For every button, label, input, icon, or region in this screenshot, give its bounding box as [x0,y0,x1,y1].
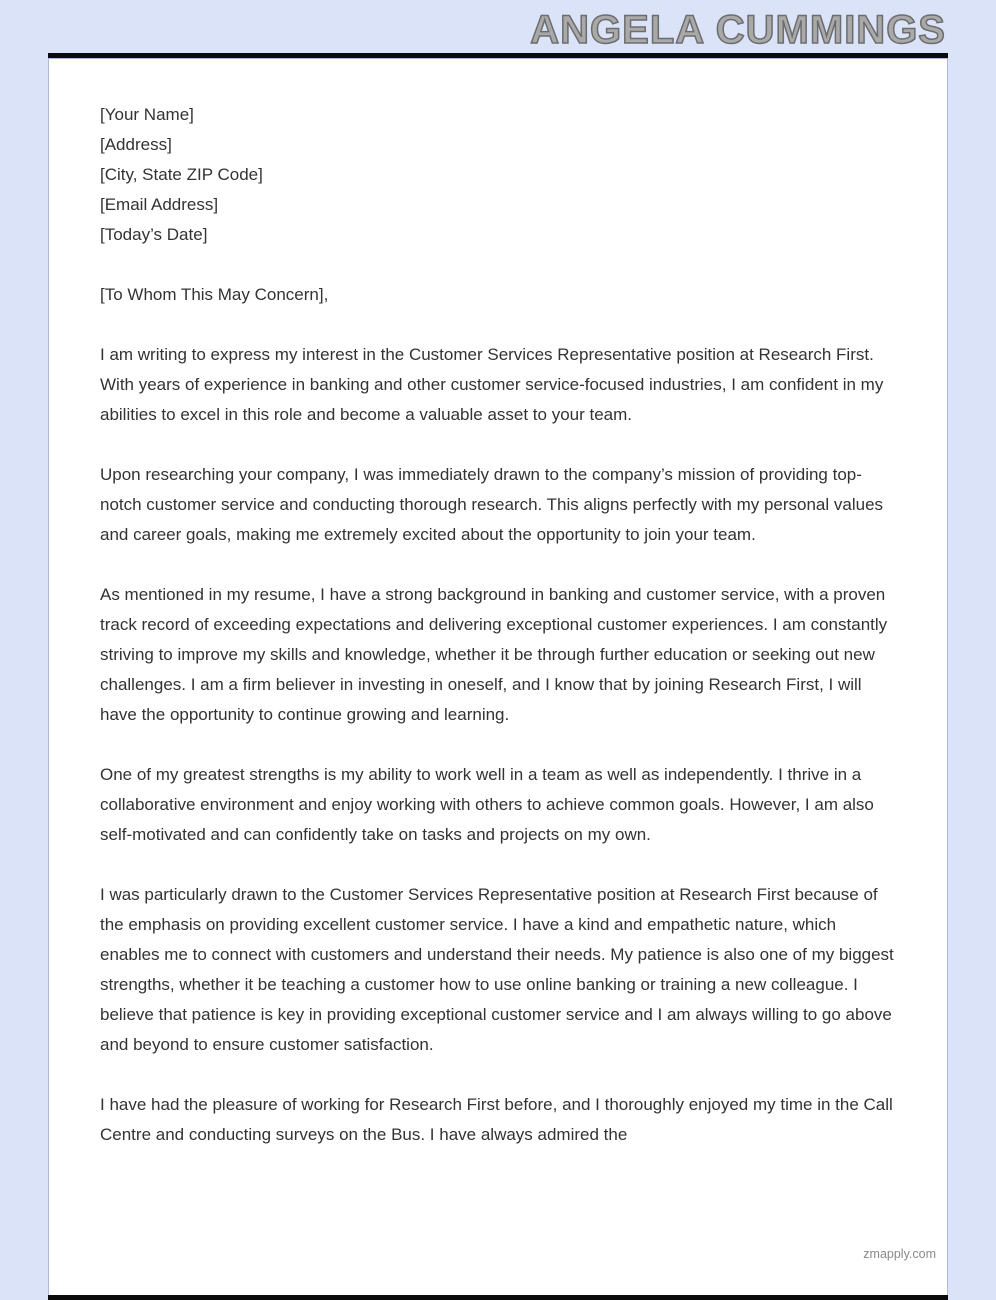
site-watermark: zmapply.com [863,1247,936,1261]
sender-address-block [100,100,900,250]
letter-page [48,58,948,1298]
letter-paragraph: I have had the pleasure of working for Research First before, and I thoroughly enjoyed my time in the Call Centre and conducting surveys on the Bus. I have always admired the [100,1095,893,1144]
letter-paragraph: Upon researching your company, I was immediately drawn to the company’s mission of providing top-notch customer service and conducting thorough research. This aligns perfectly with my personal values and career goals, making me extremely excited about the opportunity to join your team. [100,465,884,544]
letter-paragraph: I am writing to express my interest in the Customer Services Representative position at Research First. With years of experience in banking and other customer service-focused industries, I am confident in my abilities to excel in this role and become a valuable asset to your team. [100,345,884,424]
address-line: [Today’s Date] [100,225,208,244]
address-line: [City, State ZIP Code] [100,165,263,184]
bottom-divider-rule [48,1295,948,1300]
address-line: [Email Address] [100,195,219,214]
salutation: [To Whom This May Concern], [100,285,329,304]
letter-body [100,100,900,1180]
letter-paragraph: I was particularly drawn to the Customer Services Representative position at Research First because of the emphasis on providing excellent customer service. I have a kind and empathetic nature, which enables me to connect with customers and understand their needs. My patience is also one of my biggest strengths, whether it be teaching a customer how to use online banking or training a new colleague. I believe that patience is key in providing exceptional customer service and I am always willing to go above and beyond to ensure customer satisfaction. [100,885,894,1054]
letter-paragraph: As mentioned in my resume, I have a strong background in banking and customer service, with a proven track record of exceeding expectations and delivering exceptional customer experiences. I am constantly striving to improve my skills and knowledge, whether it be through further education or seeking out new challenges. I am a firm believer in investing in oneself, and I know that by joining Research First, I will have the opportunity to continue growing and learning. [100,585,888,724]
address-line: [Your Name] [100,105,194,124]
letter-paragraph: One of my greatest strengths is my ability to work well in a team as well as independently. I thrive in a collaborative environment and enjoy working with others to achieve common goals. However, I am also self-motivated and can confidently take on tasks and projects on my own. [100,765,874,844]
brand-name-heading: ANGELA CUMMINGS [530,8,946,52]
address-line: [Address] [100,135,172,154]
